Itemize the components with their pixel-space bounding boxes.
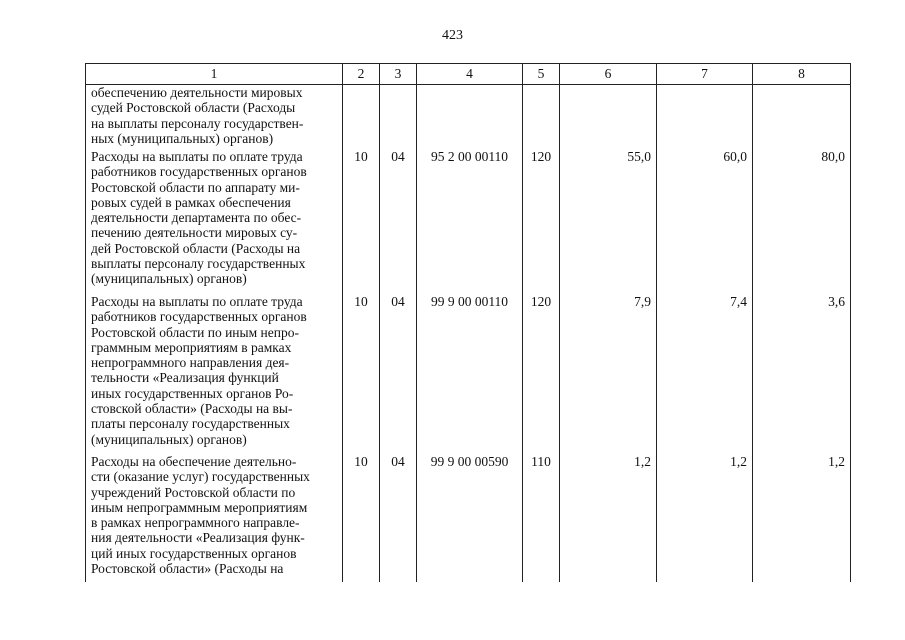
description-line: тельности «Реализация функций	[91, 370, 279, 386]
amount-year-2: 7,4	[657, 292, 753, 452]
description-line: иных государственных органов Ро-	[91, 385, 294, 401]
description-line: платы персоналу государственных	[91, 416, 290, 432]
subsection-code	[380, 85, 417, 148]
description-line: Ростовской области по иным непро-	[91, 324, 299, 340]
description-line: работников государственных органов	[91, 164, 307, 180]
description-line: на выплаты персоналу государствен-	[91, 115, 304, 131]
description-line: работников государственных органов	[91, 309, 307, 325]
expense-type-code: 120	[523, 147, 560, 292]
description-line: граммным мероприятиям в рамках	[91, 339, 292, 355]
table-row	[86, 147, 851, 292]
amount-year-3: 80,0	[753, 147, 851, 292]
page-number: 423	[442, 28, 463, 43]
row-description	[86, 147, 343, 292]
amount-year-2: 1,2	[657, 452, 753, 582]
description-line: судей Ростовской области (Расходы	[91, 100, 296, 116]
description-line: в рамках непрограммного направле-	[91, 515, 300, 531]
section-code: 10	[343, 452, 380, 582]
description-line: иным непрограммным мероприятиям	[91, 499, 308, 515]
row-description	[86, 85, 343, 148]
description-line: печению деятельности мировых су-	[91, 225, 298, 241]
section-code: 10	[343, 147, 380, 292]
target-article-code: 99 9 00 00110	[417, 292, 523, 452]
expense-type-code	[523, 85, 560, 148]
subsection-code: 04	[380, 147, 417, 292]
target-article-code	[417, 85, 523, 148]
amount-year-1: 7,9	[560, 292, 657, 452]
row-description	[86, 452, 343, 582]
description-line: сти (оказание услуг) государственных	[91, 469, 310, 485]
section-code	[343, 85, 380, 148]
amount-year-1: 1,2	[560, 452, 657, 582]
table-row	[86, 85, 851, 148]
col-header-5: 5	[523, 64, 560, 85]
description-line: деятельности департамента по обес-	[91, 210, 302, 226]
budget-table	[85, 63, 851, 582]
description-line: Расходы на выплаты по оплате труда	[91, 294, 303, 309]
description-line: Расходы на обеспечение деятельно-	[91, 454, 297, 469]
table-row	[86, 452, 851, 582]
description-line: обеспечению деятельности мировых	[91, 85, 303, 100]
description-line: ния деятельности «Реализация функ-	[91, 530, 305, 546]
target-article-code: 95 2 00 00110	[417, 147, 523, 292]
amount-year-2	[657, 85, 753, 148]
row-description	[86, 292, 343, 452]
col-header-2: 2	[343, 64, 380, 85]
description-line: дей Ростовской области (Расходы на	[91, 240, 301, 256]
description-line: ций иных государственных органов	[91, 545, 297, 561]
description-line: (муниципальных) органов)	[91, 271, 247, 287]
amount-year-3: 3,6	[753, 292, 851, 452]
target-article-code: 99 9 00 00590	[417, 452, 523, 582]
description-line: ровых судей в рамках обеспечения	[91, 194, 291, 210]
amount-year-1	[560, 85, 657, 148]
col-header-7: 7	[657, 64, 753, 85]
col-header-1: 1	[86, 64, 343, 85]
description-line: стовской области» (Расходы на вы-	[91, 401, 293, 417]
description-line: учреждений Ростовской области по	[91, 484, 296, 500]
description-line: ных (муниципальных) органов)	[91, 130, 274, 146]
col-header-3: 3	[380, 64, 417, 85]
amount-year-2: 60,0	[657, 147, 753, 292]
subsection-code: 04	[380, 292, 417, 452]
col-header-8: 8	[753, 64, 851, 85]
expense-type-code: 120	[523, 292, 560, 452]
section-code: 10	[343, 292, 380, 452]
column-number-row	[86, 64, 851, 85]
description-line: непрограммного направления дея-	[91, 355, 290, 371]
expense-type-code: 110	[523, 452, 560, 582]
description-line: Ростовской области» (Расходы на	[91, 561, 284, 577]
description-line: выплаты персоналу государственных	[91, 256, 306, 272]
col-header-4: 4	[417, 64, 523, 85]
amount-year-3	[753, 85, 851, 148]
table-row	[86, 292, 851, 452]
description-line: Расходы на выплаты по оплате труда	[91, 149, 303, 164]
amount-year-1: 55,0	[560, 147, 657, 292]
col-header-6: 6	[560, 64, 657, 85]
subsection-code: 04	[380, 452, 417, 582]
amount-year-3: 1,2	[753, 452, 851, 582]
description-line: Ростовской области по аппарату ми-	[91, 179, 300, 195]
description-line: (муниципальных) органов)	[91, 431, 247, 447]
